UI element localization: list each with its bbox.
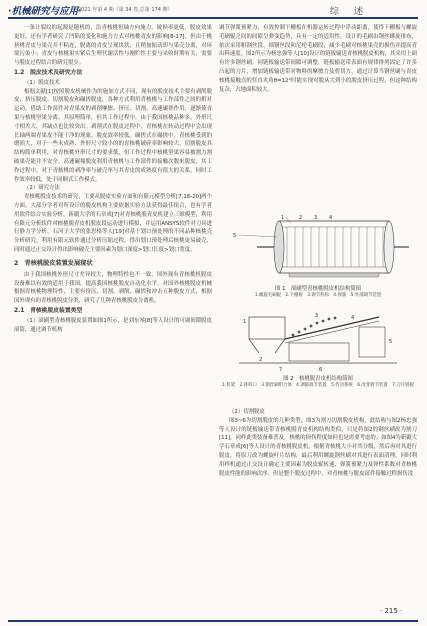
paragraph: 一条让裂纹的起源是随机的，沿青核桃短轴方向施力，破损率更低，脱皮效果更好，还有学者研究了凹陷的变化和施力方式对核桃青皮的影响[8-17]，但由于桃挤桃青皮与果壳并不粘连，脱离的青皮呈现块状，且稍加振动即与果壳分离，对环境污染小；青皮与核桃果实紧后生理代谢活性与刚贮性主要与采收时期有关，需要与脱皮过程结合的研究很少。 bbox=[14, 25, 212, 67]
figure-2-drawing bbox=[219, 313, 417, 375]
footer-rule bbox=[8, 620, 418, 622]
paragraph: 图3~6为切割脱皮的几种类型，图3为割刀切割脱皮机构，此结构与图2杨忠强等人设计的链板输送带青核桃脱青皮机构结构类似，只是将图2的钢丝刷改为割刀[11]，同样此类装备难普及，核桃的损伤程度如何也是需要考虑的。如图4为新疆大学石章成[6]等人设计的青核桃脱皮机，根据青核桃大小对其分级，然后再对其进行脱皮，将原刀改为螺旋叶片结构，最后利用螺旋钢丝刷对其进行表面清理，同时利用样机通过正交设计确定主要因素为脱皮辊转速、弹簧预紧力及弹性系数对青核桃脱皮性能的影响次序。但是整个脱皮过程中，对青核桃与脱皮部件接触过程损伤没 bbox=[219, 417, 417, 477]
journal-title: ·机械研究与应用· bbox=[8, 6, 82, 17]
figure-2-label-4: 4 bbox=[351, 315, 355, 321]
figure-2-label-3: 3 bbox=[315, 313, 319, 319]
section-heading: （2）研究方法 bbox=[24, 185, 60, 192]
figure-2-label-7: 7 bbox=[279, 367, 283, 373]
right-column-bottom bbox=[219, 408, 417, 478]
figure-2 bbox=[219, 313, 417, 390]
section-label: 综 述 bbox=[330, 7, 369, 17]
page-number: · 215 · bbox=[380, 607, 403, 615]
page-header bbox=[0, 0, 427, 20]
figure-1-label-3: 3 bbox=[314, 215, 318, 221]
paragraph: 青核桃脱皮技术的研究，主要从脱皮实验方面和有限元模型分析[7,18-20]两个方面。大部分学者对所设计的脱皮机构主要依据实验方法获得最佳组合，也有学者用软件结合实验分析。新疆大学的石章成[7]对青核桃脱青皮机建立三维模型，利用有限元分析软件对核桃脱青皮机脱皮段运动进行模拟，并运用ANSYS软件对刀具进行静力学分析。石河子大学的张思格等人[19]对基于划口预处理的不同品种核桃壳分析研究，利用有限元软件通过分析压缩过程，得出划口预处理后核桃更易破壳，同时通过正交设计得出影响破壳主要因素为划口深度>划口长度>划口宽度。 bbox=[14, 194, 212, 253]
figure-2-label-6: 6 bbox=[319, 367, 323, 373]
paragraph: 调节弹簧预紧力，有效控制下栅板在机器运转过程中浮动距离，使得下栅板与螺旋毛刷辊之间的间隙呈弹变趋势，具有一定的适用性。设计的毛刷由钢丝螺旋排布，依次采用粗钢丝段、细钢丝段和尼纶毛刷段，减少毛刷对核桃果壳的损伤并提高青出料速度。图2所示为杨忠强等人[10]设计的链板输送青核桃脱皮机构，其采用上面有许多钢丝刷，同链板输送带间隙可调整，链板输送带表面有规律排列固定了许多凸起的刀片，增加链板输送带对物料的摩擦力及剪切力，通过计算当钢丝刷与青皮核桃接触点的竖直夹角θ=12°时能实现对脱从大到小的脱皮挤压过程，但这种结构复杂，占地面积较大。 bbox=[219, 25, 417, 93]
figure-1-legend: 1.螺旋毛刷辊 2.下栅板 3.调节机构 4.弹簧 5.外部调节装置 bbox=[254, 293, 382, 298]
figure-1-caption: 图 1 滚刷型青核桃脱皮机结构简图 bbox=[274, 286, 361, 292]
figure-1 bbox=[219, 215, 417, 300]
paragraph: （1）滚刷型青核桃脱皮装置如图1所示，是刘东琴[8]等人设计的可调间隙脱皮滚筒，通过调节机构 bbox=[14, 317, 212, 333]
section-heading: 1.2 脱皮技术及研究方法 bbox=[14, 69, 83, 76]
figure-1-label-4: 4 bbox=[329, 215, 333, 221]
right-column-top bbox=[219, 24, 417, 94]
figure-1-label-5: 5 bbox=[233, 233, 237, 239]
figure-2-label-2: 2 bbox=[259, 357, 263, 363]
figure-1-label-1: 1 bbox=[281, 215, 285, 221]
figure-2-caption: 图 2 核桃脱青皮机结构简图 bbox=[283, 376, 353, 382]
section-heading: 2 青核桃脱皮装置发展现状 bbox=[14, 259, 93, 267]
section-heading: （2）切割脱皮 bbox=[229, 409, 265, 415]
left-column bbox=[14, 24, 212, 334]
header-rule bbox=[8, 17, 418, 19]
figure-1-drawing bbox=[219, 215, 417, 285]
figure-2-label-1: 1 bbox=[243, 319, 247, 325]
figure-2-label-5: 5 bbox=[389, 339, 393, 345]
figure-2-legend: 1.机架 2.排料口 3.钢丝刷组合体 4.调隙调节装置 5.传动系统 6.改变调节装置 7.刀片链板 bbox=[222, 383, 414, 388]
section-heading: 2.1 青核桃脱皮装置类型 bbox=[14, 307, 83, 314]
paragraph: 根据文献[1]按照脱皮机械作为的施加方式不同，现有的脱皮技术主要有剥削脱皮、挤压脱皮、切割脱皮和碾搓脱皮，各种方式利用青核桃与工作部件之间的相对运动，借助工作部件对青果皮的剥削摩擦、挤压、切割、高速碾搓作用，逐渐使青果与核桃坚果分离。其原理简单，但其工作过程中，由于我国核桃品种多，外形尺寸相差大，其缺点也比较突出。剥削式在脱皮过程中，青核桃在转动过程中会出现长轴两端青果皮不能干净的现象，脱皮效率较低。碾搓式在碾搓中，青核桃受到的磨损大，对于一些未成熟、外形尺寸较小的的青核桃破碎率影响较大。切割脱皮其结构简单利用，对青核桃外形尺寸的要求低，但工作过程中核桃坚果容易被割力割破果壳能并不安全。高速碾撞脱皮利用青核桃与工作部件的接触次数来脱皮，其工作过程中，对于青核桃的剥净率与破壳率与其青皮的成熟度有很大的关系，同时工作效率较低，处于同顺式工作模式。 bbox=[14, 88, 212, 183]
figure-1-label-2: 2 bbox=[299, 215, 303, 221]
issue-info: 2021 年第 4 期（第 34 卷,总第 174 期） bbox=[78, 7, 173, 13]
paragraph: 由于我国核桃外形尺寸差异较大，物理特性也不一致，国外现有青核桃机脱皮设备难以有效的适用于我国，提高我国核桃脱皮自动化水平，对国外核桃脱皮机械根据青核桃物理特性，主要有挤压、切割、剥削、碾搓和冲击五种脱皮方式，根据国外现有的青核桃脱皮分类，研究了几种青核桃脱皮分离机。 bbox=[14, 271, 212, 305]
section-heading: （1）脱皮技术 bbox=[24, 79, 60, 86]
